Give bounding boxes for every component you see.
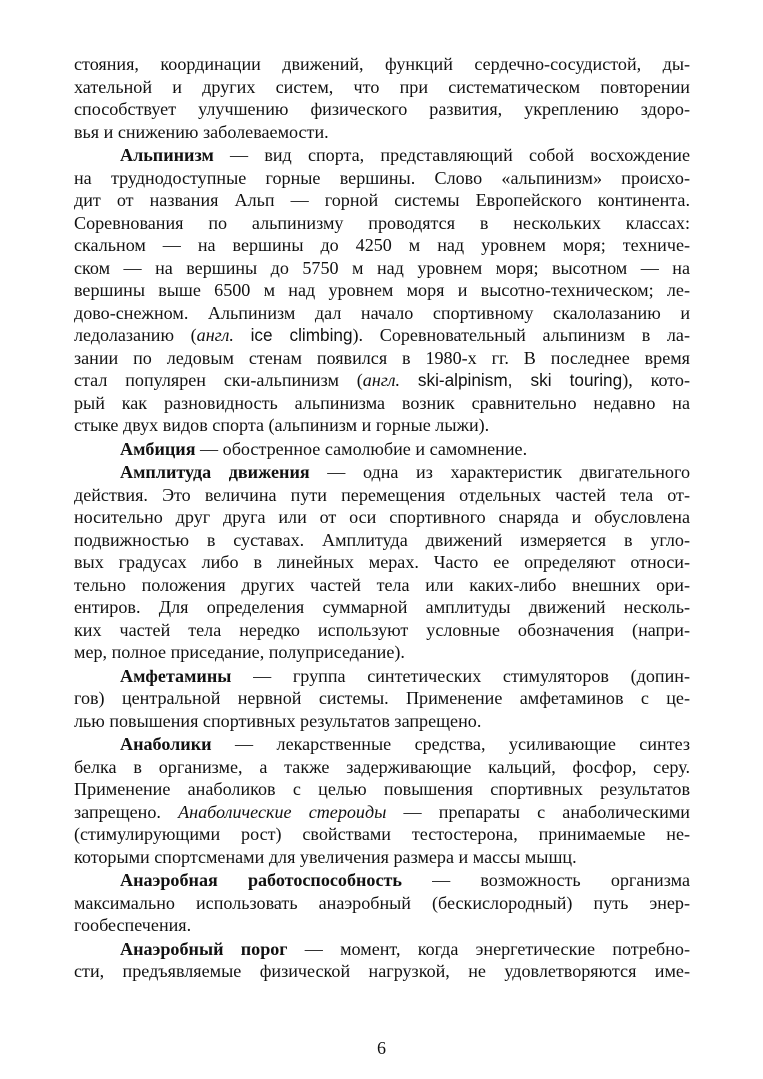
text-line xyxy=(74,892,690,915)
foreign-term: ice climbing xyxy=(250,325,353,345)
text-run: запрещено. xyxy=(74,801,179,822)
document-page xyxy=(74,53,690,984)
text-run: стыке двух видов спорта (альпинизм и горные лыжи). xyxy=(74,415,490,435)
text-run: сти, предъявляемые физической нагрузкой, не удовлетворяются име- xyxy=(74,961,690,981)
paragraph-alpinism xyxy=(74,144,690,437)
text-run: — препараты с анаболическими xyxy=(386,801,690,822)
text-run: Применение анаболиков с целью повышения спортивных результатов xyxy=(74,779,690,799)
term-heading: Анаболики xyxy=(120,734,212,754)
text-run: на труднодоступные горные вершины. Слово «альпинизм» происхо- xyxy=(74,167,690,188)
text-run: — одна из характеристик двигательного xyxy=(309,462,690,482)
text-line xyxy=(74,279,690,302)
text-run: вья и снижению заболеваемости. xyxy=(74,121,329,142)
text-run: — группа синтетических стимуляторов (допин- xyxy=(231,665,690,686)
text-line xyxy=(74,823,690,846)
text-line xyxy=(74,234,690,257)
text-run: ледолазанию ( xyxy=(74,325,197,345)
term-heading: Амплитуда движения xyxy=(120,462,310,482)
text-run: дит от названия Альп — горной системы Европейского континента. xyxy=(74,190,690,210)
italic-text: англ. xyxy=(362,370,401,390)
paragraph-anabolics xyxy=(74,733,690,868)
paragraph-amplitude xyxy=(74,461,690,664)
text-run: вых градусах либо в линейных мерах. Часто ее определяют относи- xyxy=(74,552,690,572)
text-run: зании по ледовым стенам появился в 1980-х гг. В последнее время xyxy=(74,347,690,368)
term-heading: Альпинизм xyxy=(120,145,214,165)
text-line xyxy=(74,414,690,437)
text-line xyxy=(74,98,690,121)
text-run: мер, полное приседание, полуприседание). xyxy=(74,642,405,662)
text-run: вершины выше 6500 м над уровнем моря и высотно-техническом; ле- xyxy=(74,280,690,300)
text-run: действия. Это величина пути перемещения отдельных частей тела от- xyxy=(74,484,690,505)
text-line xyxy=(74,257,690,280)
text-line xyxy=(74,121,690,144)
text-line xyxy=(74,938,690,961)
text-run: ), кото- xyxy=(622,370,690,390)
italic-text: Анаболические стероиды xyxy=(178,801,387,822)
text-run: Соревнования по альпинизму проводятся в нескольких классах: xyxy=(74,212,690,233)
text-line xyxy=(74,574,690,597)
text-line xyxy=(74,461,690,484)
text-line xyxy=(74,144,690,167)
italic-text: англ. xyxy=(196,325,234,345)
text-line xyxy=(74,53,690,76)
text-line xyxy=(74,506,690,529)
text-line xyxy=(74,347,690,370)
text-line xyxy=(74,324,690,347)
text-run: гообеспечения. xyxy=(74,915,192,935)
text-run: стояния, координации движений, функций сердечно-сосудистой, ды- xyxy=(74,54,690,74)
text-run: тельно положения других частей тела или каких-либо внешних ори- xyxy=(74,574,690,595)
text-line xyxy=(74,846,690,869)
text-line xyxy=(74,551,690,574)
text-line xyxy=(74,76,690,99)
text-line xyxy=(74,869,690,892)
paragraph-anaerobic-threshold xyxy=(74,938,690,983)
text-run: ). Соревновательный альпинизм в ла- xyxy=(352,325,690,345)
text-line xyxy=(74,484,690,507)
text-run: — обостренное самолюбие и самомнение. xyxy=(195,438,528,459)
text-run: — лекарственные средства, усиливающие синтез xyxy=(211,734,690,754)
text-line xyxy=(74,687,690,710)
text-line xyxy=(74,369,690,392)
text-run: гов) центральной нервной системы. Применение амфетаминов с це- xyxy=(74,688,690,708)
text-run: скальном — на вершины до 4250 м над уровнем моря; техниче- xyxy=(74,235,690,255)
text-line xyxy=(74,212,690,235)
text-line xyxy=(74,914,690,937)
text-line xyxy=(74,960,690,983)
text-body xyxy=(74,53,690,983)
text-run: стал популярен ски-альпинизм ( xyxy=(74,370,363,390)
text-run: рый как разновидность альпинизма возник сравнительно недавно на xyxy=(74,392,690,413)
paragraph-ambition xyxy=(74,438,690,461)
text-run: носительно друг друга или от оси спортивного снаряда и обусловлена xyxy=(74,507,690,527)
text-line xyxy=(74,619,690,642)
text-run: дово-снежном. Альпинизм дал начало спортивному скалолазанию и xyxy=(74,302,690,323)
text-run: белка в организме, а также задерживающие кальций, фосфор, серу. xyxy=(74,756,690,777)
text-run: — возможность организма xyxy=(401,870,690,890)
term-heading: Анаэробная работоспособность xyxy=(120,870,402,890)
text-line xyxy=(74,392,690,415)
foreign-term: ski-alpinism, ski touring xyxy=(417,370,623,390)
text-line xyxy=(74,596,690,619)
text-line xyxy=(74,756,690,779)
text-run: подвижностью в суставах. Амплитуда движений измеряется в угло- xyxy=(74,529,690,550)
term-heading: Анаэробный порог xyxy=(120,938,288,959)
text-run: — момент, когда энергетические потребно- xyxy=(287,938,690,959)
text-run: которыми спортсменами для увеличения размера и массы мышц. xyxy=(74,846,577,867)
text-run xyxy=(400,370,418,390)
term-heading: Амбиция xyxy=(120,438,196,459)
text-run: хательной и других систем, что при систематическом повторении xyxy=(74,76,690,97)
paragraph-continuation xyxy=(74,53,690,143)
text-line xyxy=(74,665,690,688)
text-run: способствует улучшению физического развития, укреплению здоро- xyxy=(74,99,690,119)
term-heading: Амфетамины xyxy=(120,665,232,686)
text-line xyxy=(74,778,690,801)
text-run: ентиров. Для определения суммарной амплитуды движений несколь- xyxy=(74,597,690,617)
text-run xyxy=(234,325,251,345)
text-line xyxy=(74,529,690,552)
text-run: ких частей тела нередко используют условные обозначения (напри- xyxy=(74,619,690,640)
page-number: 6 xyxy=(377,1038,386,1058)
text-run: максимально использовать анаэробный (бескислородный) путь энер- xyxy=(74,892,690,913)
text-run: (стимулирующими рост) свойствами тестостерона, принимаемые не- xyxy=(74,824,690,844)
text-line xyxy=(74,733,690,756)
text-line xyxy=(74,189,690,212)
text-line xyxy=(74,710,690,733)
text-line xyxy=(74,302,690,325)
text-line xyxy=(74,438,690,461)
text-run: — вид спорта, представляющий собой восхождение xyxy=(213,145,690,165)
text-line xyxy=(74,167,690,190)
text-line xyxy=(74,801,690,824)
text-line xyxy=(74,641,690,664)
paragraph-amphetamines xyxy=(74,665,690,733)
paragraph-anaerobic-capacity xyxy=(74,869,690,937)
text-run: лью повышения спортивных результатов запрещено. xyxy=(74,710,482,731)
text-run: ском — на вершины до 5750 м над уровнем моря; высотном — на xyxy=(74,257,690,278)
